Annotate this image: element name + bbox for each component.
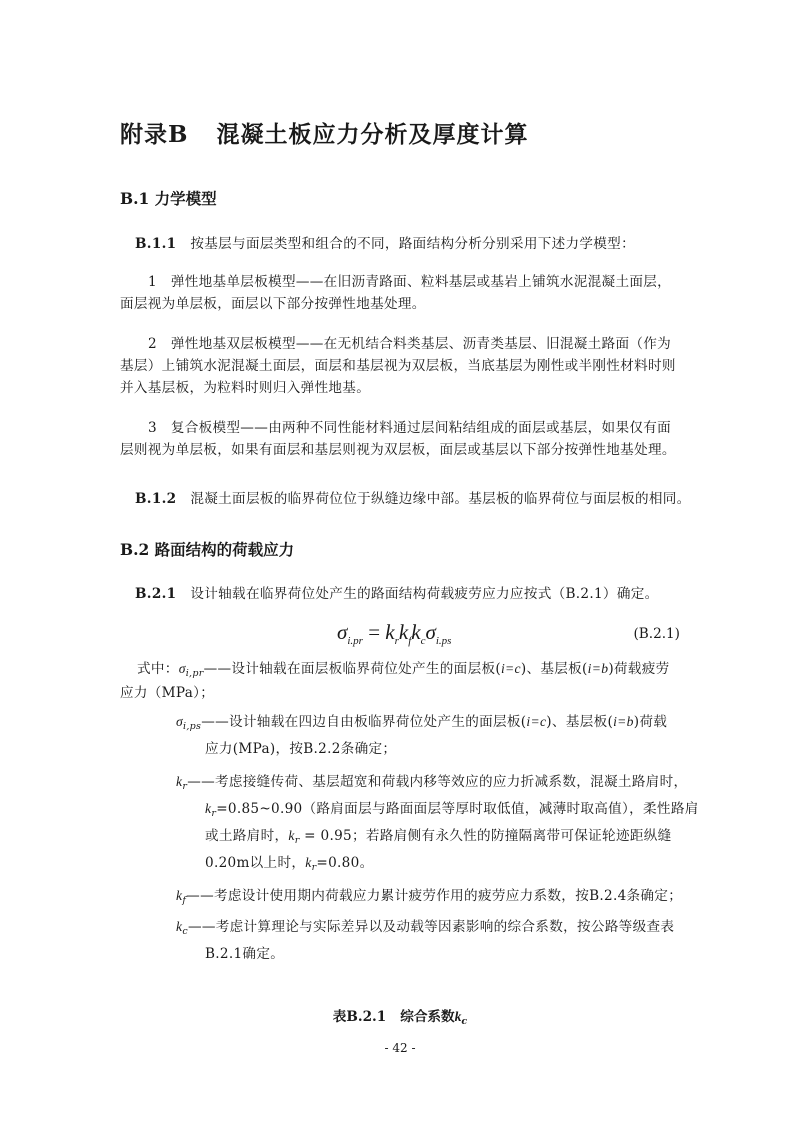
symbol-sub: r	[294, 835, 300, 846]
def-kc-line1	[176, 918, 674, 941]
symbol-sub: i,ps	[183, 721, 202, 732]
formula-sub: c	[420, 635, 426, 647]
formula-b21	[337, 620, 451, 647]
clause-text: 按基层与面层类型和组合的不同，路面结构分析分别采用下述力学模型：	[190, 236, 635, 252]
item2-line1: 2 弹性地基双层板模型——在无机结合料类基层、沥青类基层、旧混凝土路面（作为	[148, 336, 672, 352]
def-kc-line2: B.2.1确定。	[205, 946, 285, 962]
section-heading-b2: B.2 路面结构的荷载应力	[120, 540, 295, 559]
section-heading-b1: B.1 力学模型	[120, 189, 217, 208]
clause-label: B.2.1	[135, 586, 177, 602]
def-text: 或土路肩时，	[205, 828, 289, 844]
def-text: )、基层板(	[546, 714, 614, 730]
formula-k: k	[385, 620, 395, 644]
table-label: 表B.2.1	[332, 1009, 387, 1025]
formula-sub: r	[394, 635, 399, 647]
def-text: ——考虑接缝传荷、基层超宽和荷载内移等效应的应力折减系数，混凝土路肩时，	[187, 774, 688, 790]
def-text: ——设计轴载在四边自由板临界荷位处产生的面层板(	[201, 714, 527, 730]
def-kr-line1	[176, 773, 687, 796]
def-text: = 0.95；若路肩侧有永久性的防撞隔离带可保证轮迹距纵缝	[299, 828, 672, 844]
clause-text: 混凝土面层板的临界荷位位于纵缝边缘中部。基层板的临界荷位与面层板的相同。	[190, 491, 691, 507]
clause-text: 设计轴载在临界荷位处产生的路面结构荷载疲劳应力应按式（B.2.1）确定。	[190, 586, 659, 602]
symbol-sub: c	[461, 1016, 468, 1027]
item3-line2: 层则视为单层板，如果有面层和基层则视为双层板，面层或基层以下部分按弹性地基处理。	[120, 442, 676, 458]
symbol-sub: r	[211, 808, 217, 819]
variable: i=c	[526, 714, 547, 729]
variable: i=b	[587, 661, 609, 676]
item1-line1: 1 弹性地基单层板模型——在旧沥青路面、粒料基层或基岩上铺筑水泥混凝土面层，	[148, 274, 672, 290]
item2-line2: 基层）上铺筑水泥混凝土面层，面层和基层视为双层板，当底基层为刚性或半刚性材料时则	[120, 358, 676, 374]
def-text: )荷载	[633, 714, 668, 730]
symbol-sub: i,pr	[185, 668, 204, 679]
def-kr-line3	[205, 827, 672, 850]
equation-number: (B.2.1)	[633, 626, 680, 642]
item1-line2: 面层视为单层板，面层以下部分按弹性地基处理。	[120, 296, 426, 312]
clause-label: B.1.1	[135, 236, 177, 252]
symbol: k	[288, 828, 295, 843]
appendix-title	[120, 116, 528, 149]
formula-sigma: σ	[425, 620, 436, 644]
appendix-label: 附录B	[120, 121, 189, 148]
symbol: k	[176, 774, 183, 789]
def-text: =0.85~0.90（路肩面层与路面面层等厚时取低值，减薄时取高值），柔性路肩	[216, 801, 699, 817]
def-sigma-pr-line2: 应力（MPa）；	[120, 685, 215, 701]
formula-sub: f	[408, 635, 412, 647]
def-sigma-ps-line2: 应力(MPa)，按B.2.2条确定；	[205, 741, 397, 757]
variable: i=c	[500, 661, 521, 676]
variable: i=b	[613, 714, 634, 729]
def-sigma-ps-line1	[176, 713, 667, 736]
symbol: k	[176, 888, 183, 903]
def-text: 0.20m以上时，	[205, 855, 306, 871]
symbol-sub: c	[182, 926, 188, 937]
item2-line3: 并入基层板，为粒料时则归入弹性地基。	[120, 380, 371, 396]
def-text: ——设计轴载在面层板临界荷位处产生的面层板(	[203, 661, 501, 677]
def-text: ——考虑设计使用期内荷载应力累计疲劳作用的疲劳应力系数，按B.2.4条确定；	[186, 888, 683, 904]
def-sigma-pr-line1	[137, 660, 670, 683]
item3-line1: 3 复合板模型——由两种不同性能材料通过层间粘结组成的面层或基层，如果仅有面	[148, 420, 672, 436]
table-caption	[0, 1005, 800, 1027]
formula-sub: i.ps	[435, 635, 452, 647]
formula-k: k	[411, 620, 421, 644]
symbol-sub: f	[182, 895, 187, 906]
symbol: σ	[176, 714, 184, 729]
symbol: k	[454, 1009, 462, 1024]
symbol: k	[305, 855, 312, 870]
def-text: ——考虑计算理论与实际差异以及动载等因素影响的综合系数，按公路等级查表	[187, 919, 675, 935]
symbol: k	[176, 919, 183, 934]
clause-b111	[135, 235, 635, 253]
clause-label: B.1.2	[135, 491, 177, 507]
page-number: - 42 -	[384, 1041, 416, 1055]
symbol: σ	[178, 661, 186, 676]
def-text: )荷载疲劳	[608, 661, 670, 677]
clause-b112	[135, 490, 691, 508]
symbol-sub: r	[182, 781, 188, 792]
where-prefix: 式中：	[137, 661, 179, 677]
symbol-sub: r	[311, 862, 317, 873]
formula-k: k	[398, 620, 409, 644]
appendix-title-text: 混凝土板应力分析及厚度计算	[216, 121, 529, 148]
table-title: 综合系数	[400, 1009, 455, 1025]
def-text: )、基层板(	[520, 661, 588, 677]
def-kr-line4	[205, 854, 373, 877]
formula-equals: =	[362, 620, 386, 644]
formula-sigma: σ	[337, 620, 348, 644]
def-kf-line1	[176, 887, 682, 910]
def-kr-line2	[205, 800, 699, 823]
symbol: k	[205, 801, 212, 816]
formula-sub: i.pr	[347, 635, 363, 647]
def-text: =0.80。	[316, 855, 374, 871]
clause-b221	[135, 585, 659, 603]
